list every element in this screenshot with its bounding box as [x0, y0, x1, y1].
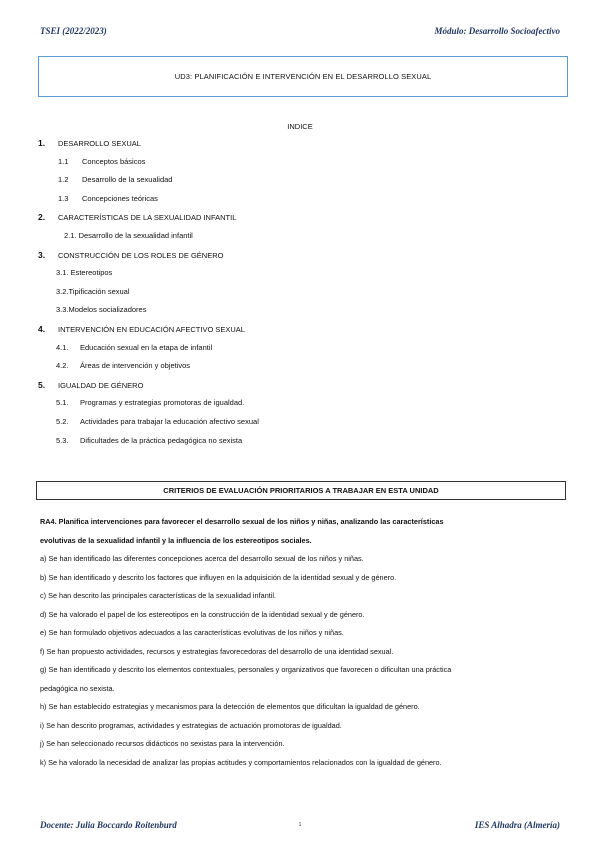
criteria-title-box — [36, 481, 566, 500]
toc-label: Conceptos básicos — [82, 156, 146, 166]
criteria-line: f) Se han propuesto actividades, recursos y estrategias favorecedoras del desarrollo de una identidad sexual. — [40, 646, 394, 656]
toc-label: CARACTERÍSTICAS DE LA SEXUALIDAD INFANTIL — [58, 213, 237, 223]
toc-number: 4.2. — [56, 361, 69, 371]
toc-label: DESARROLLO SEXUAL — [58, 139, 141, 148]
toc-subsection — [56, 398, 244, 408]
header-module: Módulo: Desarrollo Socioafectivo — [434, 26, 560, 36]
toc-subsection — [56, 361, 190, 371]
toc-number: 1.1 — [58, 156, 69, 166]
toc-section — [38, 212, 236, 223]
toc-label: 3.3.Modelos socializadores — [56, 305, 147, 315]
toc-subsection — [58, 175, 172, 185]
toc-label: Educación sexual en la etapa de infantil — [80, 342, 213, 352]
toc-number: 5.1. — [56, 398, 69, 408]
toc-subsection — [56, 417, 259, 427]
unit-title-box — [38, 56, 568, 97]
toc-subsection — [56, 436, 242, 446]
toc-subsection — [56, 268, 112, 278]
toc-subsection — [56, 287, 130, 297]
toc-label: Dificultades de la práctica pedagógica no sexista — [80, 435, 243, 445]
footer-teacher: Docente: Julia Boccardo Roitenburd — [40, 820, 177, 830]
criteria-line: RA4. Planifica intervenciones para favorecer el desarrollo sexual de los niños y niñas, analizando las características — [40, 517, 444, 526]
toc-subsection — [58, 194, 158, 204]
criteria-line: i) Se han descrito programas, actividades y estrategias de actuación promotoras de igualdad. — [40, 720, 342, 730]
toc-number: 1.3 — [58, 193, 69, 203]
toc-label: 3.1. Estereotipos — [56, 268, 113, 278]
toc-number: 1.2 — [58, 175, 69, 185]
toc-section — [38, 380, 143, 391]
criteria-line: evolutivas de la sexualidad infantil y la influencia de los estereotipos sociales. — [40, 535, 312, 545]
toc-number: 4.1. — [56, 342, 69, 352]
toc-subsection — [56, 343, 212, 353]
criteria-line: j) Se han seleccionado recursos didácticos no sexistas para la intervención. — [40, 739, 285, 748]
toc-section — [38, 250, 223, 261]
toc-label: Desarrollo de la sexualidad — [82, 175, 173, 185]
toc-number: 5.2. — [56, 417, 69, 426]
toc-label: 3.2.Tipificación sexual — [56, 286, 130, 296]
criteria-line: g) Se han identificado y descrito los elementos contextuales, personales y organizativos que favorecen o dificultan una práctica — [40, 665, 452, 674]
criteria-line: b) Se han identificado y descrito los factores que influyen en la adquisición de la identidad sexual y de género. — [40, 572, 397, 582]
footer-school: IES Alhadra (Almería) — [474, 820, 560, 830]
toc-section — [38, 324, 245, 335]
unit-title: UD3: PLANIFICACIÓN E INTERVENCIÓN EN EL DESARROLLO SEXUAL — [174, 72, 432, 81]
index-title: INDICE — [287, 122, 313, 131]
criteria-line: h) Se han establecido estrategias y mecanismos para la detección de elementos que dificultan la igualdad de género. — [40, 702, 420, 711]
toc-subsection — [56, 305, 146, 315]
toc-label: 2.1. Desarrollo de la sexualidad infantil — [64, 231, 193, 240]
criteria-line: k) Se ha valorado la necesidad de analizar las propias actitudes y comportamientos relacionados con la igualdad de género. — [40, 757, 442, 767]
toc-number: 2. — [38, 212, 46, 223]
toc-label: Actividades para trabajar la educación afectivo sexual — [80, 417, 259, 426]
criteria-title: CRITERIOS DE EVALUACIÓN PRIORITARIOS A TRABAJAR EN ESTA UNIDAD — [163, 486, 439, 495]
toc-label: CONSTRUCCIÓN DE LOS ROLES DE GÉNERO — [58, 250, 224, 260]
toc-subsection — [64, 231, 193, 241]
toc-label: INTERVENCIÓN EN EDUCACIÓN AFECTIVO SEXUAL — [58, 325, 245, 334]
toc-subsection — [58, 157, 145, 167]
criteria-line: a) Se han identificado las diferentes concepciones acerca del desarrollo sexual de los niños y niñas. — [40, 554, 364, 563]
toc-number: 3. — [38, 249, 46, 260]
toc-label: Áreas de intervención y objetivos — [80, 361, 191, 371]
toc-number: 5. — [38, 379, 46, 390]
toc-number: 4. — [38, 324, 46, 334]
toc-label: Concepciones teóricas — [82, 193, 158, 203]
header-course: TSEI (2022/2023) — [40, 26, 107, 36]
toc-section — [38, 138, 141, 149]
toc-number: 5.3. — [56, 435, 69, 445]
toc-label: Programas y estrategias promotoras de igualdad. — [80, 398, 245, 408]
criteria-line: e) Se han formulado objetivos adecuados a las características evolutivas de los niños y niñas. — [40, 628, 344, 637]
toc-label: IGUALDAD DE GÉNERO — [58, 380, 144, 390]
toc-number: 1. — [38, 138, 46, 148]
criteria-line: pedagógica no sexista. — [40, 683, 115, 693]
criteria-line: c) Se han descrito las principales características de la sexualidad infantil. — [40, 591, 277, 600]
page-number: 1 — [298, 822, 302, 828]
criteria-line: d) Se ha valorado el papel de los estereotipos en la construcción de la identidad sexual y de género. — [40, 609, 365, 619]
